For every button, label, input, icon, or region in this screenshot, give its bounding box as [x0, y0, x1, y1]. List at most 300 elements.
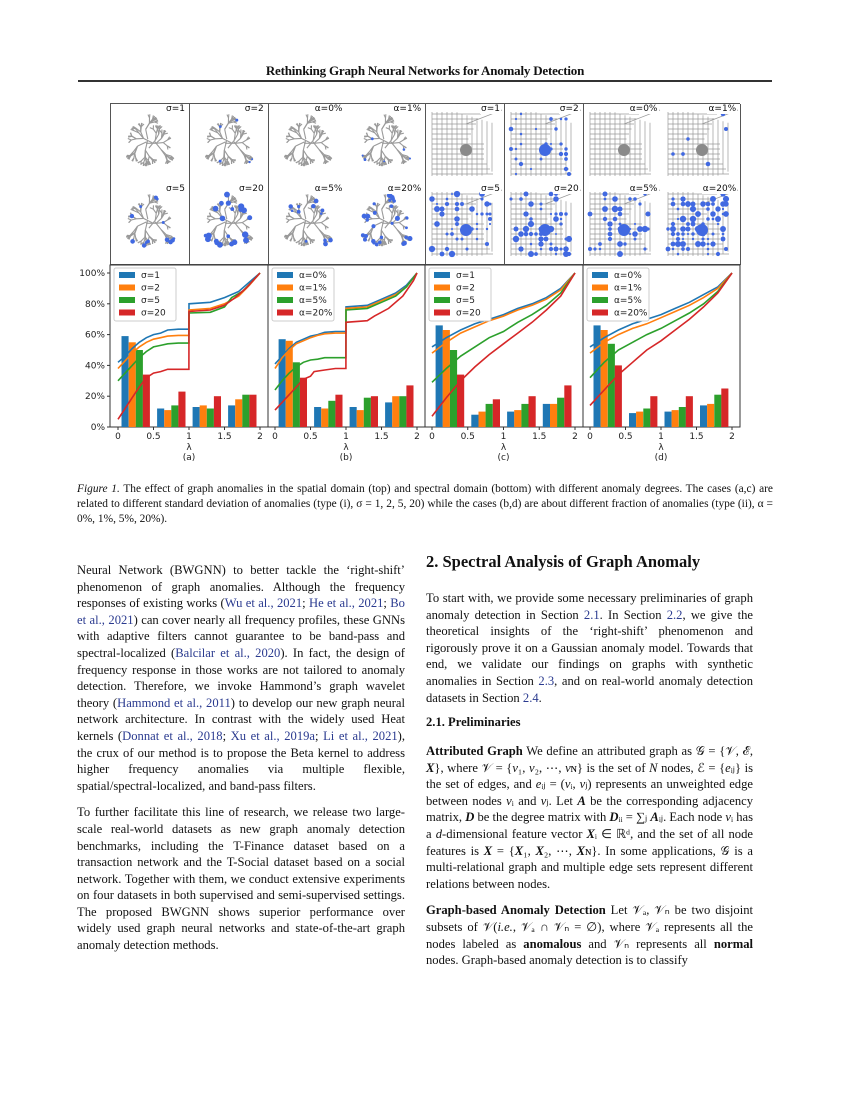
anomaly-node — [549, 147, 552, 150]
graph-edge — [131, 139, 136, 140]
dense-city-cluster — [618, 144, 630, 156]
histogram-bar — [357, 410, 364, 427]
graph-edge — [382, 123, 386, 129]
anomaly-node — [539, 158, 542, 161]
thumbnail-label: σ=2 — [244, 104, 264, 114]
graph-edge — [314, 223, 321, 224]
anomaly-node — [602, 192, 607, 197]
legend-swatch — [277, 272, 293, 278]
road-map-graph-drawing — [426, 104, 505, 185]
anomaly-node — [716, 206, 721, 211]
anomaly-node — [676, 232, 680, 236]
citation-link[interactable]: 2.1 — [583, 607, 600, 622]
graph-edge — [145, 230, 146, 237]
text-segment: , we give the theoretical insights of the ‘right-shift’ phenomenon and rigorously prove it on a Gaussian anomaly model. Towards that end, we validate our findings on graphs with synthetic anomalies in Section — [426, 607, 753, 688]
anomaly-node — [706, 207, 710, 211]
anomaly-node — [476, 213, 479, 216]
graph-edge — [390, 129, 393, 133]
anomaly-node — [559, 247, 562, 250]
anomaly-node — [251, 158, 253, 160]
anomaly-node — [711, 242, 715, 246]
citation-link[interactable]: Wu et al., 2021 — [224, 596, 303, 611]
panel-label: (a) — [182, 453, 196, 463]
road-map-graph-drawing — [584, 184, 663, 265]
anomaly-node — [509, 147, 513, 151]
graph-edge — [153, 195, 154, 199]
anomaly-node — [710, 196, 716, 202]
legend-entry: σ=2 — [456, 283, 475, 294]
title-rule — [78, 80, 772, 82]
anomaly-node — [528, 201, 533, 206]
anomaly-node — [363, 238, 367, 242]
math-symbol: A — [577, 793, 586, 808]
anomaly-node — [712, 232, 715, 235]
math-symbol: i.e. — [497, 919, 513, 934]
graph-edge — [237, 209, 238, 214]
histogram-bar — [235, 399, 242, 427]
anomaly-node — [485, 212, 488, 215]
legend-entry: α=0% — [614, 271, 642, 281]
anomaly-node — [217, 242, 223, 248]
right-column-lower — [426, 743, 753, 979]
thumbnail-label: σ=1 — [481, 104, 500, 114]
text-segment: Let 𝒱ₐ, 𝒱ₙ be two disjoint subsets of 𝒱( — [426, 903, 754, 934]
anomaly-node — [371, 137, 374, 140]
anomaly-node — [362, 214, 367, 219]
citation-link[interactable]: Hammond et al., 2011 — [117, 695, 231, 710]
anomaly-node — [567, 252, 571, 256]
x-axis-label: λ — [186, 443, 192, 453]
anomaly-node — [154, 196, 157, 199]
graph-edge — [289, 139, 294, 140]
anomaly-node — [518, 246, 523, 251]
anomaly-node — [721, 237, 726, 242]
anomaly-node — [449, 251, 455, 257]
graph-thumbnail — [584, 184, 663, 265]
anomaly-node — [440, 252, 445, 257]
chart-panel — [425, 265, 583, 463]
anomaly-node — [515, 173, 517, 175]
anomaly-node — [617, 212, 622, 217]
anomaly-node — [489, 203, 492, 206]
graph-edge — [400, 220, 404, 223]
anomaly-node — [455, 207, 460, 212]
chart-legend — [429, 268, 491, 321]
anomaly-node — [549, 247, 553, 251]
anomaly-node — [611, 206, 617, 212]
anomaly-node — [248, 161, 250, 163]
citation-link[interactable]: Donnat et al., 2018 — [122, 728, 223, 743]
graph-edge — [382, 209, 384, 219]
citation-link[interactable]: Xu et al., 2019a — [230, 728, 316, 743]
legend-entry: α=1% — [614, 283, 642, 294]
anomaly-node — [692, 238, 694, 240]
anomaly-node — [328, 238, 333, 243]
text-segment: -dimensional feature vector — [442, 826, 587, 841]
graph-edge — [303, 123, 307, 129]
anomaly-node — [628, 197, 632, 201]
anomaly-node — [455, 237, 458, 240]
graph-edge — [321, 140, 325, 143]
histogram-bar — [171, 405, 178, 427]
graph-edge — [400, 223, 404, 226]
anomaly-node — [563, 246, 568, 251]
anomaly-node — [695, 226, 701, 232]
anomaly-node — [543, 237, 548, 242]
graph-edge — [146, 123, 150, 129]
anomaly-node — [612, 217, 617, 222]
anomaly-node — [598, 242, 602, 246]
anomaly-node — [405, 216, 408, 219]
anomaly-node — [566, 236, 572, 242]
anomaly-node — [205, 236, 211, 242]
right-column — [426, 590, 753, 716]
graph-edge — [211, 238, 212, 241]
text-segment: ᵢ ∈ ℝᵈ, and the set of all node features is — [426, 826, 753, 858]
math-symbol: X — [576, 843, 586, 858]
y-tick-label: 20% — [84, 392, 105, 403]
anomaly-node — [465, 247, 468, 250]
citation-link[interactable]: Balcilar et al., 2020 — [175, 645, 281, 660]
anomaly-node — [219, 201, 224, 206]
graph-edge — [321, 143, 325, 146]
anomaly-node — [617, 241, 623, 247]
anomaly-node — [530, 168, 532, 170]
anomaly-node — [535, 128, 537, 130]
anomaly-node — [706, 202, 711, 207]
graph-edge — [163, 140, 167, 143]
histogram-bar — [679, 407, 686, 427]
anomaly-node — [554, 127, 557, 130]
histogram-bar — [564, 385, 571, 427]
chart-legend — [587, 268, 649, 321]
anomaly-node — [706, 217, 710, 221]
text-segment: ₂, ⋯, — [534, 760, 566, 775]
citation-link[interactable]: 2.3 — [538, 673, 555, 688]
legend-entry: α=20% — [299, 308, 333, 319]
anomaly-node — [529, 243, 532, 246]
anomaly-node — [617, 251, 623, 257]
histogram-bar — [364, 398, 371, 427]
anomaly-node — [717, 217, 720, 220]
anomaly-node — [513, 236, 519, 242]
anomaly-node — [489, 223, 491, 225]
histogram-bar — [643, 409, 650, 428]
x-tick-label: 0 — [587, 432, 593, 442]
histogram-bar — [249, 395, 256, 427]
x-tick-label: 0.5 — [618, 432, 633, 442]
tree-graph-drawing — [269, 184, 348, 265]
graph-thumbnail — [190, 184, 269, 265]
graph-edge — [390, 209, 393, 213]
histogram-bar — [385, 402, 392, 427]
graph-edge — [210, 219, 215, 220]
anomaly-node — [229, 242, 234, 247]
text-segment: ᵢ and — [511, 793, 541, 808]
text-segment: ᵢⱼ = ( — [541, 777, 565, 792]
anomaly-detection-paragraph — [426, 902, 753, 968]
graph-edge — [311, 209, 314, 213]
anomaly-node — [638, 202, 641, 205]
anomaly-node — [702, 237, 705, 240]
anomaly-node — [550, 143, 552, 145]
anomaly-node — [409, 157, 411, 159]
x-tick-label: 1 — [186, 432, 192, 442]
graph-thumbnail — [269, 104, 348, 185]
graph-edge — [400, 143, 404, 146]
anomaly-node — [454, 216, 460, 222]
anomaly-node — [539, 248, 542, 251]
text-segment: ). In fact, the design of frequency response in those works are not tailored to anomaly detection. Therefore, we invoke Hammond’s graph wavelet theory ( — [77, 645, 405, 710]
graph-edge — [303, 203, 307, 209]
histogram-bar — [700, 405, 707, 427]
anomaly-node — [364, 234, 368, 238]
x-axis-label: λ — [343, 443, 349, 453]
legend-entry: σ=20 — [141, 308, 166, 319]
thumbnail-label: σ=5 — [481, 184, 500, 194]
text-segment: ; — [315, 728, 324, 743]
citation-link[interactable]: He et al., 2021 — [309, 596, 384, 611]
anomaly-node — [446, 233, 449, 236]
text-segment: be the corresponding adjacency matrix, — [426, 793, 753, 825]
anomaly-node — [391, 222, 394, 225]
text-segment: ᵢ has a — [426, 810, 753, 841]
anomaly-node — [681, 196, 686, 201]
x-tick-label: 0 — [429, 432, 435, 442]
citation-link[interactable]: Li et al., 2021 — [323, 728, 398, 743]
histogram-bar — [507, 412, 514, 427]
math-symbol: X — [426, 760, 435, 775]
anomaly-node — [372, 224, 376, 228]
citation-link[interactable]: 2.2 — [666, 607, 683, 622]
anomaly-node — [712, 218, 715, 221]
run-in-heading: Attributed Graph — [426, 744, 523, 758]
y-tick-label: 0% — [90, 423, 105, 433]
anomaly-node — [681, 202, 686, 207]
citation-link[interactable]: 2.4 — [522, 690, 539, 705]
graph-thumbnail — [190, 104, 269, 185]
anomaly-node — [311, 204, 315, 208]
anomaly-node — [439, 211, 444, 216]
graph-edge — [369, 158, 370, 161]
legend-swatch — [592, 297, 608, 303]
legend-swatch — [119, 285, 135, 291]
graph-edge — [242, 140, 246, 143]
histogram-bar — [143, 375, 150, 427]
anomaly-node — [607, 221, 612, 226]
graph-edge — [321, 220, 325, 223]
text-segment: ) can cover nearly all frequency profiles, these GNNs with adaptive filters cannot guarantee to be band-pass and spectral-localized ( — [77, 612, 405, 660]
text-segment: To start with, we provide some necessary preliminaries of graph anomaly detection in Section — [426, 591, 753, 622]
anomaly-node — [671, 202, 676, 207]
section-intro-paragraph — [426, 590, 753, 706]
math-symbol: v — [565, 760, 571, 775]
graph-edge — [156, 143, 163, 144]
graph-edge — [138, 142, 147, 146]
histogram-bar — [164, 410, 171, 427]
anomaly-node — [720, 226, 726, 232]
anomaly-node — [686, 227, 691, 232]
anomaly-node — [701, 201, 706, 206]
histogram-bar — [178, 392, 185, 427]
y-tick-label: 40% — [84, 361, 105, 372]
legend-entry: σ=5 — [141, 296, 160, 306]
math-symbol: e — [535, 777, 542, 792]
math-symbol: v — [506, 793, 512, 808]
graph-edge — [146, 203, 150, 209]
legend-swatch — [592, 310, 608, 316]
histogram-bar — [214, 396, 221, 427]
anomaly-node — [290, 209, 293, 212]
dense-city-cluster — [460, 224, 472, 236]
graph-edge — [394, 129, 395, 134]
anomaly-node — [383, 160, 385, 162]
tree-graph-drawing — [190, 104, 269, 185]
anomaly-node — [519, 162, 523, 166]
graph-edge — [207, 216, 211, 217]
x-axis-label: λ — [500, 443, 507, 453]
anomaly-node — [711, 202, 715, 206]
anomaly-node — [690, 206, 696, 212]
graph-edge — [163, 143, 167, 146]
tree-graph-drawing — [269, 104, 348, 185]
anomaly-node — [724, 127, 728, 131]
anomaly-node — [559, 212, 563, 216]
anomaly-node — [395, 216, 400, 221]
graph-edge — [374, 142, 383, 146]
legend-entry: α=5% — [299, 296, 327, 306]
anomaly-node — [445, 202, 449, 206]
anomaly-node — [486, 228, 488, 230]
anomaly-node — [539, 232, 543, 236]
anomaly-node — [476, 228, 478, 230]
histogram-bar — [392, 396, 399, 427]
graph-edge — [285, 139, 288, 140]
anomaly-node — [722, 233, 725, 236]
anomaly-node — [373, 202, 376, 205]
math-symbol: v — [725, 810, 731, 825]
citation-link[interactable]: Bo et al., 2021 — [77, 596, 405, 627]
road-network — [590, 110, 660, 176]
math-symbol: D — [465, 810, 475, 825]
text-segment: . — [538, 690, 542, 705]
tree-graph-drawing — [111, 104, 190, 185]
histogram-bar — [406, 385, 413, 427]
anomaly-node — [717, 223, 719, 225]
text-segment: ᵢ, — [570, 777, 580, 792]
anomaly-node — [439, 206, 444, 211]
anomaly-node — [402, 241, 407, 246]
legend-swatch — [119, 310, 135, 316]
histogram-bar — [550, 404, 557, 427]
thumbnail-label: α=1% — [393, 104, 422, 114]
x-tick-label: 0.5 — [303, 432, 318, 442]
text-segment: ⱼ) represents an unweighted edge between nodes — [426, 777, 753, 808]
legend-swatch — [434, 272, 450, 278]
x-tick-label: 0 — [115, 432, 121, 442]
anomaly-node — [171, 238, 175, 242]
graph-edge — [302, 230, 303, 237]
graph-edge — [224, 129, 226, 139]
anomaly-node — [519, 143, 522, 146]
graph-edge — [231, 115, 232, 119]
text-segment: nodes, ℰ = { — [657, 760, 726, 775]
anomaly-node — [670, 226, 676, 232]
graph-edge — [392, 143, 399, 144]
anomaly-node — [469, 206, 475, 212]
thumbnail-label: σ=5 — [166, 184, 185, 194]
graph-edge — [216, 222, 225, 226]
graph-edge — [133, 158, 134, 161]
histogram-bar — [335, 395, 342, 427]
anomaly-node — [564, 152, 568, 156]
anomaly-node — [528, 222, 533, 227]
anomaly-node — [695, 241, 701, 247]
anomaly-node — [646, 227, 649, 230]
graph-edge — [131, 219, 136, 220]
graph-edge — [139, 123, 141, 126]
legend-swatch — [277, 297, 293, 303]
anomaly-node — [637, 226, 643, 232]
graph-edge — [375, 123, 377, 126]
math-symbol: X — [586, 826, 595, 841]
histogram-bar — [714, 395, 721, 427]
graph-edge — [296, 123, 298, 126]
histogram-bar — [328, 401, 335, 427]
anomaly-node — [681, 232, 685, 236]
anomaly-node — [681, 247, 685, 251]
graph-edge — [210, 139, 215, 140]
graph-edge — [158, 209, 159, 214]
graph-edge — [382, 129, 384, 139]
legend-entry: σ=5 — [456, 296, 475, 306]
anomaly-node — [219, 216, 225, 222]
anomaly-node — [436, 203, 438, 205]
graph-edge — [285, 219, 288, 220]
anomaly-node — [553, 247, 558, 252]
anomaly-node — [130, 239, 135, 244]
x-axis-label: λ — [658, 443, 664, 453]
road-map-graph-drawing — [662, 184, 741, 265]
legend-entry: σ=1 — [141, 271, 160, 281]
legend-entry: σ=2 — [141, 283, 160, 294]
graph-thumbnail — [111, 184, 190, 265]
text-segment: ᵢⱼ} is the set of edges, and — [426, 760, 753, 792]
math-symbol: d — [435, 826, 442, 841]
tree-graph-drawing — [190, 184, 269, 265]
graph-edge — [295, 142, 304, 146]
legend-swatch — [592, 285, 608, 291]
chart-panel — [583, 265, 740, 463]
anomaly-node — [677, 253, 680, 256]
x-tick-label: 2 — [729, 432, 735, 442]
graph-edge — [364, 139, 367, 140]
anomaly-node — [476, 238, 479, 241]
histogram-bar — [629, 413, 636, 427]
anomaly-node — [724, 201, 729, 206]
text-segment: ₂, ⋯, — [543, 843, 577, 858]
anomaly-node — [618, 223, 621, 226]
run-in-heading: anomalous — [523, 936, 582, 951]
anomaly-node — [313, 199, 318, 204]
anomaly-node — [716, 252, 720, 256]
x-tick-label: 2 — [572, 432, 578, 442]
histogram-bar — [293, 362, 300, 427]
graph-edge — [364, 136, 368, 137]
anomaly-node — [389, 194, 393, 198]
anomaly-node — [555, 233, 557, 235]
anomaly-node — [701, 232, 706, 237]
